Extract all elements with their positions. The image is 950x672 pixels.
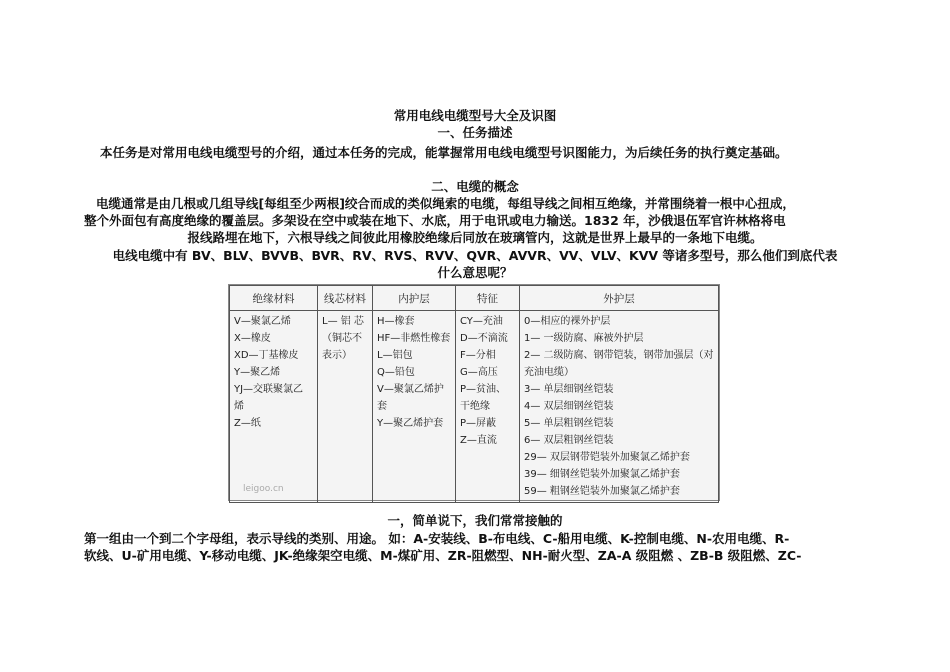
list-item: 6— 双层粗钢丝铠装 [524, 435, 614, 446]
core-material-cell [318, 311, 373, 503]
section2-line: 报线路埋在地下，六根导线之间彼此用橡胶绝缘后同放在玻璃管内，这就是世界上最早的一条地下电缆。 [187, 230, 763, 245]
document-title: 常用电线电缆型号大全及识图 [393, 108, 557, 123]
list-item: G—高压 [460, 367, 498, 378]
list-item: P—屏蔽 [460, 418, 497, 429]
cable-code-table [229, 285, 719, 503]
list-item: 59— 粗钢丝铠装外加聚氯乙烯护套 [524, 486, 680, 497]
list-item: 29— 双层钢带铠装外加聚氯乙烯护套 [524, 452, 690, 463]
list-item: Y—聚乙烯护套 [377, 418, 444, 429]
inner-sheath-cell [373, 311, 456, 503]
list-item: 4— 双层细钢丝铠装 [524, 401, 614, 412]
section2-line: 整个外面包有高度绝缘的覆盖层。多架设在空中或装在地下、水底，用于电讯或电力输送。1832 年，沙俄退伍军官许林格将电 [84, 213, 786, 228]
section1-body: 本任务是对常用电线电缆型号的介绍，通过本任务的完成，能掌握常用电线电缆型号识图能力，为后续任务的执行奠定基础。 [100, 145, 788, 160]
list-item: Q—铅包 [377, 367, 415, 378]
table-header: 内护层 [373, 286, 456, 311]
outer-sheath-cell [520, 311, 719, 503]
watermark: leigoo.cn [243, 484, 284, 494]
section2-heading: 二、电缆的概念 [431, 179, 519, 194]
list-item: H—橡套 [377, 316, 415, 327]
section2-line: 什么意思呢？ [437, 265, 513, 280]
list-item: HF—非燃性橡套 [377, 333, 451, 344]
section1-heading: 一、任务描述 [437, 125, 513, 140]
list-item: 39— 细钢丝铠装外加聚氯乙烯护套 [524, 469, 680, 480]
table-header: 特征 [456, 286, 520, 311]
list-item: 2— 二级防腐、钢带铠装，钢带加强层（对充油电缆） [524, 350, 714, 378]
list-item: 5— 单层粗钢丝铠装 [524, 418, 614, 429]
list-item: P—贫油、干绝缘 [460, 384, 507, 412]
list-item: L— 铝 芯（铜芯不表示） [322, 316, 364, 361]
insulation-material-cell [230, 311, 318, 503]
list-item: D—不滴流 [460, 333, 508, 344]
list-item: F—分相 [460, 350, 496, 361]
cable-code-table-image [228, 284, 720, 501]
list-item: V—聚氯乙烯 [234, 316, 291, 327]
list-item: Z—直流 [460, 435, 497, 446]
section3-heading: 一，简单说下，我们常常接触的 [387, 513, 563, 528]
section3-line: 软线、U-矿用电缆、Y-移动电缆、JK-绝缘架空电缆、M-煤矿用、ZR-阻燃型、NH-耐火型、ZA-A 级阻燃 、ZB-B 级阻燃、ZC- [84, 548, 802, 563]
table-header: 绝缘材料 [230, 286, 318, 311]
list-item: L—铝包 [377, 350, 413, 361]
list-item: 0—相应的裸外护层 [524, 316, 611, 327]
feature-cell [456, 311, 520, 503]
table-header: 外护层 [520, 286, 719, 311]
list-item: Y—聚乙烯 [234, 367, 281, 378]
section2-line: 电缆通常是由几根或几组导线[每组至少两根]绞合而成的类似绳索的电缆，每组导线之间相互绝缘，并常围绕着一根中心扭成， [96, 196, 795, 211]
list-item: YJ—交联聚氯乙烯 [234, 384, 304, 412]
list-item: CY—充油 [460, 316, 503, 327]
section2-line: 电线电缆中有 BV、BLV、BVVB、BVR、RV、RVS、RVV、QVR、AVVR、VV、VLV、KVV 等诸多型号，那么他们到底代表 [112, 248, 838, 263]
table-header-row [230, 286, 719, 311]
list-item: XD—丁基橡皮 [234, 350, 299, 361]
list-item: 1— 一级防腐、麻被外护层 [524, 333, 644, 344]
section3-line: 第一组由一个到二个字母组，表示导线的类别、用途。 如：A-安装线、B-布电线、C-船用电缆、K-控制电缆、N-农用电缆、R- [84, 531, 790, 546]
list-item: V—聚氯乙烯护套 [377, 384, 444, 412]
list-item: Z—纸 [234, 418, 261, 429]
table-row [230, 311, 719, 503]
list-item: 3— 单层细钢丝铠装 [524, 384, 614, 395]
table-header: 线芯材料 [318, 286, 373, 311]
list-item: X—橡皮 [234, 333, 271, 344]
